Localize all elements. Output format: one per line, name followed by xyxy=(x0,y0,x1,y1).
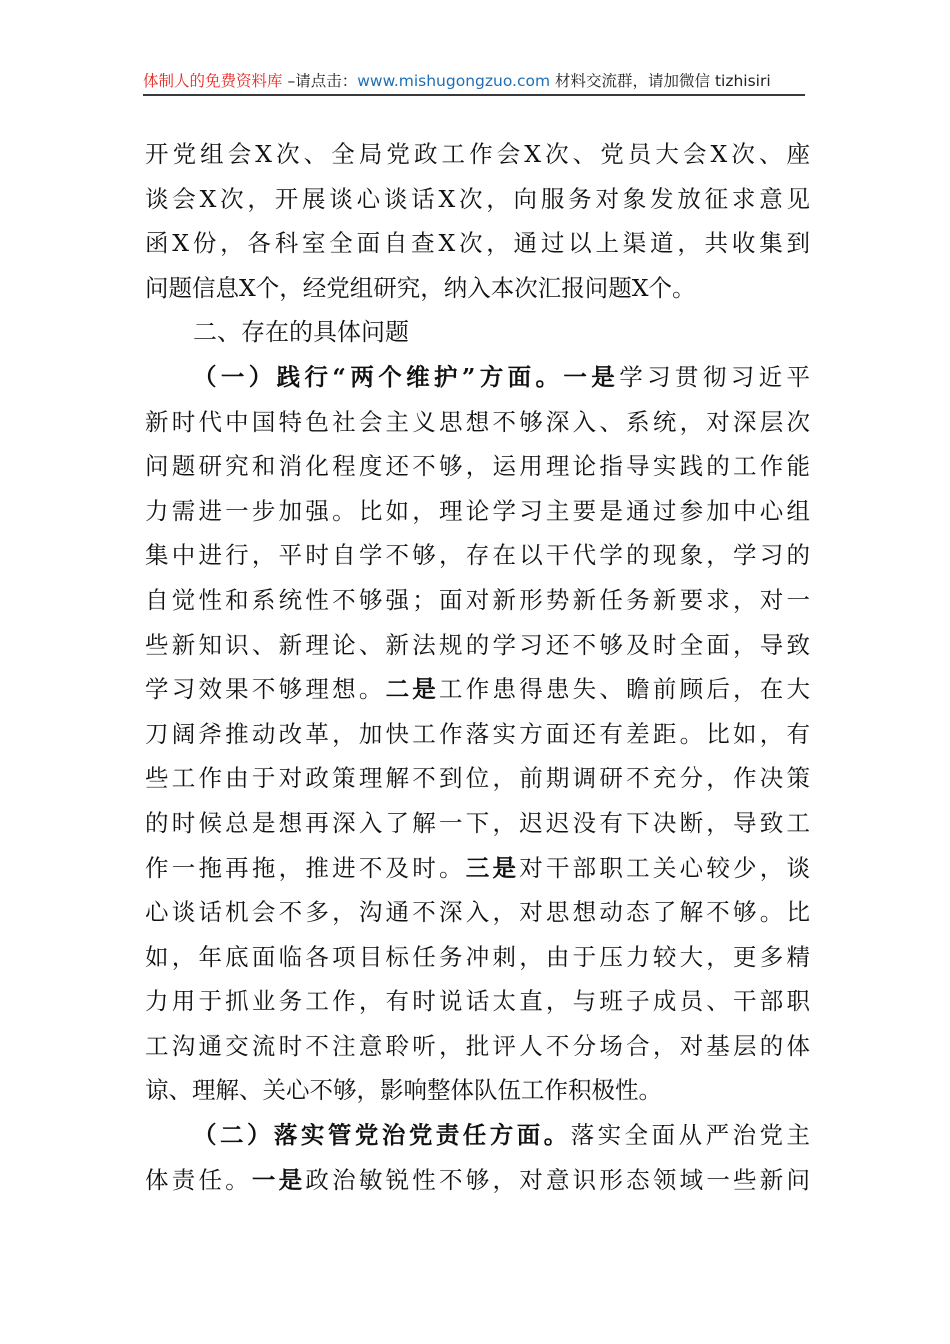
text-span: 工作患得患失、瞻前顾后，在大 xyxy=(439,675,811,704)
section-2 xyxy=(145,1113,810,1202)
document-body xyxy=(145,132,810,1202)
paragraph-intro xyxy=(145,132,810,310)
text-line xyxy=(145,1113,810,1158)
text-span: 学习贯彻习近平 xyxy=(619,362,811,391)
lead-term: 二是 xyxy=(385,675,440,704)
text-line: 新时代中国特色社会主义思想不够深入、系统，对深层次 xyxy=(145,407,810,436)
watermark-header xyxy=(143,70,805,94)
text-span: 落实全面从严治党主 xyxy=(570,1121,811,1150)
text-line: 些工作由于对政策理解不到位，前期调研不充分，作决策 xyxy=(145,764,810,793)
text-line: 如，年底面临各项目标任务冲刺，由于压力较大，更多精 xyxy=(145,942,810,971)
text-span: 体责任。 xyxy=(145,1165,252,1194)
text-line xyxy=(145,1158,810,1203)
text-line: 问题信息X个，经党组研究，纳入本次汇报问题X个。 xyxy=(145,273,696,302)
text-line: 谅、理解、关心不够，影响整体队伍工作积极性。 xyxy=(145,1076,662,1105)
text-line: 的时候总是想再深入了解一下，迟迟没有下决断，导致工 xyxy=(145,808,810,837)
text-line xyxy=(145,355,810,400)
text-line: 谈会X次，开展谈心谈话X次，向服务对象发放征求意见 xyxy=(145,184,810,213)
text-span: 对干部职工关心较少，谈 xyxy=(519,853,811,882)
site-link[interactable]: www.mishugongzuo.com xyxy=(357,72,551,90)
subsection-title: （一）践行“两个维护”方面。 xyxy=(193,362,564,391)
text-line: 心谈话机会不多，沟通不深入，对思想动态了解不够。比 xyxy=(145,898,810,927)
text-line: 开党组会X次、全局党政工作会X次、党员大会X次、座 xyxy=(145,140,810,168)
header-prompt: –请点击： xyxy=(287,72,358,90)
text-span: 政治敏锐性不够，对意识形态领域一些新问 xyxy=(305,1165,811,1194)
section-heading: 二、存在的具体问题 xyxy=(193,318,409,347)
lead-term: 一是 xyxy=(251,1165,306,1194)
text-line: 函X份，各科室全面自查X次，通过以上渠道，共收集到 xyxy=(145,229,810,258)
text-span: 作一拖再拖，推进不及时。 xyxy=(145,853,466,882)
subsection-title: （二）落实管党治党责任方面。 xyxy=(193,1121,571,1150)
text-line: 些新知识、新理论、新法规的学习还不够及时全面，导致 xyxy=(145,630,810,659)
text-line: 力用于抓业务工作，有时说话太直，与班子成员、干部职 xyxy=(145,987,810,1016)
text-line: 自觉性和系统性不够强；面对新形势新任务新要求，对一 xyxy=(145,585,810,614)
text-line: 集中进行，平时自学不够，存在以干代学的现象，学习的 xyxy=(145,541,810,570)
lead-term: 三是 xyxy=(465,853,520,882)
text-line: 刀阔斧推动改革，加快工作落实方面还有差距。比如，有 xyxy=(145,719,810,748)
header-note: 材料交流群，请加微信 tizhisiri xyxy=(555,72,771,90)
header-divider xyxy=(143,94,805,96)
section-1 xyxy=(145,355,810,1113)
text-line: 工沟通交流时不注意聆听，批评人不分场合，对基层的体 xyxy=(145,1031,810,1060)
text-line xyxy=(145,846,810,891)
lead-term: 一是 xyxy=(563,362,620,391)
text-span: 学习效果不够理想。 xyxy=(145,675,386,704)
site-name: 体制人的免费资料库 xyxy=(143,72,283,90)
text-line: 力需进一步加强。比如，理论学习主要是通过参加中心组 xyxy=(145,496,810,525)
text-line xyxy=(145,667,810,712)
text-line: 问题研究和消化程度还不够，运用理论指导实践的工作能 xyxy=(145,452,810,481)
